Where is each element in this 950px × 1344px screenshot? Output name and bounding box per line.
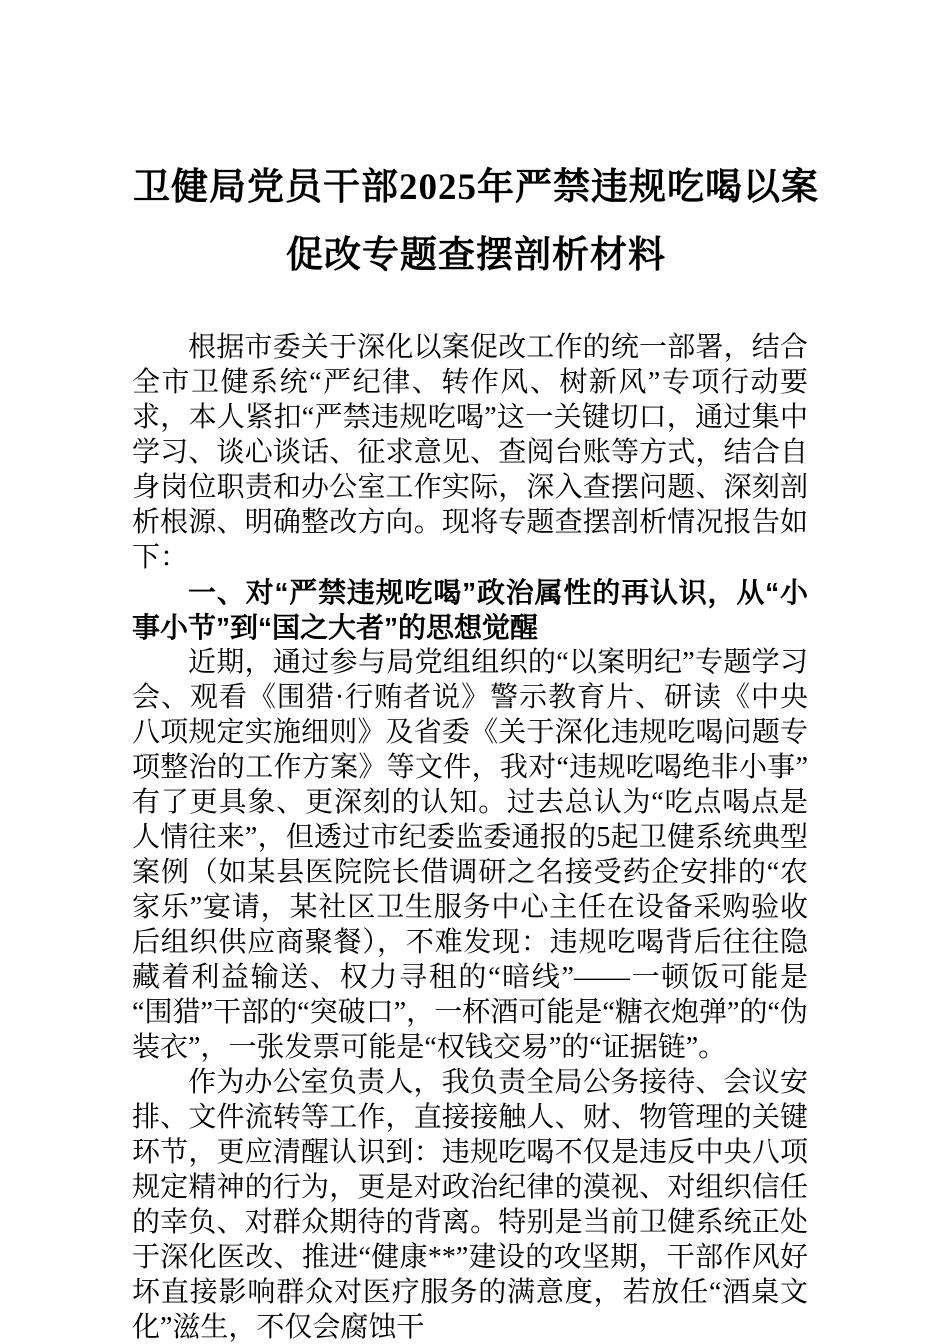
section-heading-1: 一、对“严禁违规吃喝”政治属性的再认识，从“小事小节”到“国之大者”的思想觉醒 bbox=[132, 577, 808, 643]
document-title-line-2: 促改专题查摆剖析材料 bbox=[286, 235, 666, 276]
paragraph-intro: 根据市委关于深化以案促改工作的统一部署，结合全市卫健系统“严纪律、转作风、树新风”专项行动要求，本人紧扣“严禁违规吃喝”这一关键切口，通过集中学习、谈心谈话、征求意见、查阅台账等方式，结合自身岗位职责和办公室工作实际，深入查摆问题、深刻剖析根源、明确整改方向。现将专题查摆剖析情况报告如下： bbox=[132, 332, 808, 573]
document-title-line-1: 卫健局党员干部2025年严禁违规吃喝以案 bbox=[133, 167, 819, 208]
document-body bbox=[132, 330, 808, 1344]
document-title bbox=[132, 154, 820, 290]
paragraph-office-role: 作为办公室负责人，我负责全局公务接待、会议安排、文件流转等工作，直接接触人、财、物管理的关键环节，更应清醒认识到：违规吃喝不仅是违反中央八项规定精神的行为，更是对政治纪律的漠视、对组织信任的幸负、对群众期待的背离。特别是当前卫健系统正处于深化医改、推进“健康**”建设的攻坚期，干部作风好坏直接影响群众对医疗服务的满意度，若放任“酒桌文化”滋生，不仅会腐蚀干 bbox=[132, 1067, 808, 1343]
paragraph-recent-study: 近期，通过参与局党组组织的“以案明纪”专题学习会、观看《围猎·行贿者说》警示教育片、研读《中央八项规定实施细则》及省委《关于深化违规吃喝问题专项整治的工作方案》等文件，我对“违规吃喝绝非小事”有了更具象、更深刻的认知。过去总认为“吃点喝点是人情往来”，但透过市纪委监委通报的5起卫健系统典型案例（如某县医院院长借调研之名接受药企安排的“农家乐”宴请，某社区卫生服务中心主任在设备采购验收后组织供应商聚餐），不难发现：违规吃喝背后往往隐藏着利益输送、权力寻租的“暗线”——一顿饭可能是“围猎”干部的“突破口”，一杯酒可能是“糖衣炮弹”的“伪装衣”，一张发票可能是“权钱交易”的“证据链”。 bbox=[132, 647, 808, 1063]
